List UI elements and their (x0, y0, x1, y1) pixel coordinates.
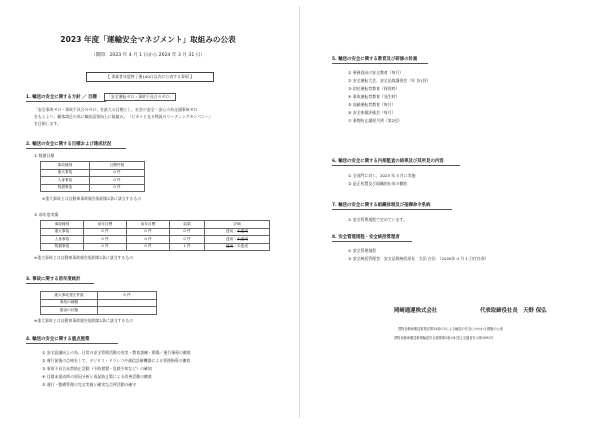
doc-period: （期間：2023 年 4 月 1 日から 2024 年 3 月 31 日） (91, 53, 205, 58)
eval-not-achieved: 未達成 (237, 244, 249, 249)
eval-separator: ・ (233, 244, 237, 249)
table-cell (205, 236, 270, 244)
table-row (41, 228, 270, 236)
table-header: 前年目標 (127, 221, 170, 229)
doc-title: 2023 年度「運輸安全マネジメント」取組みの公表 (60, 35, 236, 44)
section-5-item-3: ③ 初任運転者教育（採用時） (348, 86, 400, 91)
section-7-underline (332, 209, 452, 210)
section-4-item-3: ③ 事故不具合未然防止活動（予防措置・危険予知など）の確知 (42, 366, 152, 371)
section-5-item-6: ⑥ 安全体操評価会（毎月） (348, 110, 396, 115)
section-1-heading: 1. 輸送の安全に関する方針 ／ 目標 (26, 95, 97, 100)
table-cell: 0 件 (170, 236, 205, 244)
section-5-item-2: ② 安全運転大会、安全品質講習会（年 各1回） (348, 78, 431, 83)
section-2-underline (26, 148, 126, 149)
section-4-item-4: ④ 目標未達成時の原因分析と再発防止策による改善活動の徹底 (42, 374, 152, 379)
table-cell: 0 件 (84, 243, 127, 251)
table-cell (98, 299, 157, 307)
table-cell (98, 307, 157, 315)
table-cell: 0 件 (90, 177, 145, 185)
right-page (304, 0, 600, 424)
eval-achieved: 達成 (225, 236, 234, 241)
footer-line-2: 貨物自動車運送事業輸送安全規則第2条の8 国土交通省告示第1091号 (394, 336, 494, 340)
eval-separator: ・ (233, 229, 237, 234)
table-row (41, 184, 145, 192)
section-5-item-1: ① 乗務員向け安全教育（毎月） (348, 70, 404, 75)
table-cell: 物損事故 (41, 184, 90, 192)
table-cell: 人身事故 (41, 177, 90, 185)
eval-not-achieved: 未達成 (237, 229, 249, 234)
table-row (41, 236, 270, 244)
table-header: 前年目標 (84, 221, 127, 229)
table-header: 事故種別 (41, 221, 84, 229)
section-5-item-5: ⑤ 高齢運転者教育（毎月） (348, 102, 396, 107)
table-cell: 重大事故発生件数 (41, 292, 98, 300)
section-4-item-1: ① 安全意識向上の為、日常の安全管理活動の充実・教育訓練・掲場／運行指導の徹底 (42, 350, 191, 355)
section-1-motto: 「安全運転ゼロ・事故不具合のゼロ」 (104, 93, 176, 101)
table-row (41, 243, 270, 251)
left-page (0, 0, 296, 424)
section-4-item-5: ⑤ 運行・整備管理の完全実施と確実な点呼活動の確守 (42, 382, 137, 387)
page-divider (299, 6, 300, 418)
section-2-sub-2: ② 前年度実績 (34, 212, 59, 217)
section-1-line-1: 「安全事故ゼロ・事故不具合のゼロ」を最大の目標とし、社会の安全・安心の為交通事故ゼロ (34, 107, 198, 112)
table-cell: 0 件 (84, 236, 127, 244)
table-header: 事故種別 (41, 162, 90, 170)
section-6-item-1: ① 全部門に対し、2023 年 3 月に実施 (348, 173, 416, 178)
section-1-line-3: を目指します。 (34, 121, 61, 126)
section-8-item-2: ② 安全統括管理者：安全品質統括部長 太田 吉治 （2020年 4 月 1 日付任命） (348, 256, 489, 261)
table-cell: 物損事故 (41, 243, 84, 251)
table-cell (205, 243, 270, 251)
table-cell (205, 228, 270, 236)
section-8-heading: 8. 安全管理規程・安全統括管理者 (332, 235, 400, 240)
section-3-heading: 3. 事故に関する前年度統計 (26, 277, 81, 282)
section-6-heading: 6. 輸送の安全に関する内部監査の結果及び其所見の内容 (332, 159, 444, 164)
table-cell: 0 件 (90, 169, 145, 177)
results-table (40, 220, 270, 251)
section-7-item-1: ① 安全管理規程で定めています。 (348, 217, 407, 222)
section-8-underline (332, 241, 412, 242)
table-cell: 人身事故 (41, 236, 84, 244)
section-2-sub-1: ① 数値目標 (34, 153, 55, 158)
table-row (41, 307, 157, 315)
section-1-line-2: をもとより、顧客満足の為に輸送品質向上に取組み、『ピカリと光る物流のリーディングカンパニー』 (34, 114, 213, 119)
table-cell: 損害の状態 (41, 307, 98, 315)
statistics-table (40, 291, 157, 315)
section-5-heading: 5. 輸送の安全に関する教育及び研修の計画 (332, 57, 418, 62)
eval-achieved: 達成 (225, 229, 234, 234)
table-cell: 0 件 (90, 184, 145, 192)
section-4-item-2: ② 運行前後の点検をして、デジタコ・ドラレコや通信診断機器による管理指導の徹底 (42, 358, 191, 363)
section-2-heading: 2. 輸送の安全に関する目標および達成状況 (26, 142, 112, 147)
section-4-heading: 4. 輸送の安全に関する重点施策 (26, 337, 90, 342)
table-row (41, 292, 157, 300)
notice-box: 【 事業者年度終了後100日以内に公表する事項 】 (86, 72, 214, 82)
eval-not-achieved: 未達成 (237, 236, 249, 241)
representative-name: 代表取締役社長 天野 保弘 (480, 308, 547, 314)
section-8-item-1: ① 安全管理規程 (348, 248, 377, 253)
section-2-note-2: ※重大事故とは自動車事故報告規則第2条に該当するもの (34, 255, 134, 260)
table-cell: 0 件 (127, 228, 170, 236)
section-7-heading: 7. 輸送の安全に関する組織体制及び指揮命令系統 (332, 203, 431, 208)
eval-separator: ・ (233, 236, 237, 241)
target-table (40, 161, 145, 192)
section-4-underline (26, 343, 118, 344)
table-cell: 事故の種類 (41, 299, 98, 307)
table-header: 評価 (205, 221, 270, 229)
table-row (41, 162, 145, 170)
table-cell: 0 件 (98, 292, 157, 300)
section-5-underline (332, 63, 428, 64)
section-6-item-2: ② 是正処置及び組織的伝承の徹底 (348, 181, 408, 186)
table-row (41, 169, 145, 177)
table-row (41, 299, 157, 307)
table-cell: 0 件 (127, 243, 170, 251)
table-cell: 0 件 (170, 228, 205, 236)
section-5-item-7: ⑦ 事物防止講習月例（第2回） (348, 118, 402, 123)
table-cell: 0 件 (127, 236, 170, 244)
section-3-underline (26, 283, 94, 284)
company-name: 岡崎通運株式会社 (394, 308, 438, 314)
table-header: 目標件数 (90, 162, 145, 170)
table-cell: 1 件 (170, 243, 205, 251)
section-5-item-4: ④ 事故運転者教育（発生時） (348, 94, 400, 99)
table-cell: 0 件 (84, 228, 127, 236)
footer-line-1: 貨物自動車運送事業法第24条の3による輸送の安全にかかわる情報の公表 (398, 327, 503, 331)
table-row (41, 221, 270, 229)
table-header: 結果 (170, 221, 205, 229)
section-3-note: ※重大事故とは自動車事故報告規則第2条に該当するもの (34, 318, 134, 323)
section-1-underline (26, 101, 106, 102)
section-2-note-1: ※重大事故とは自動車事故報告規則第2条に該当するもの (42, 196, 142, 201)
table-row (41, 177, 145, 185)
table-cell: 重大事故 (41, 228, 84, 236)
table-cell: 重大事故 (41, 169, 90, 177)
eval-achieved: 達成 (225, 244, 234, 249)
section-6-underline (332, 165, 460, 166)
